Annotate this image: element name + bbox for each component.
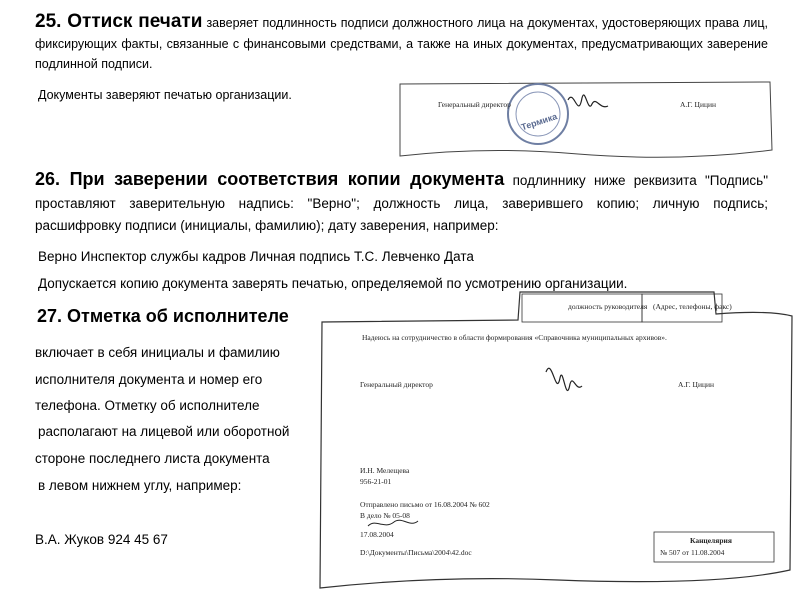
doc2-date: 17.08.2004 (360, 530, 394, 539)
doc2-table-cell: (Адрес, телефоны, факс) (653, 302, 732, 311)
section-27-example: В.А. Жуков 924 45 67 (35, 532, 168, 547)
stamp-text: Термика (519, 111, 559, 133)
section-26-text: подлиннику ниже реквизита "Подпись" проставляют заверительную надпись: "Верно"; должность лица, заверившего копию; личную подпись; расшифровку подписи (инициалы, фамилию); дату заверения, например: (35, 173, 769, 233)
doc2-executor: И.Н. Мелещева (360, 466, 410, 475)
section-25-heading: 25. Оттиск печати (35, 11, 203, 32)
section-27-line: стороне последнего листа документа (35, 451, 270, 466)
doc1-name: А.Г. Цицин (680, 100, 717, 109)
stamp-document-image (398, 80, 773, 160)
section-26-heading: 26. При заверении соответствия копии документа (35, 169, 505, 189)
doc2-body: Надеюсь на сотрудничество в области формирования «Справочника муниципальных архивов». (362, 333, 667, 342)
section-26-paragraph (35, 168, 768, 238)
doc2-office-number: № 507 от 11.08.2004 (660, 548, 725, 557)
section-27-line: исполнителя документа и номер его (35, 372, 263, 387)
section-27-heading: 27. Отметка об исполнителе (37, 306, 289, 326)
doc2-phone: 956-21-01 (360, 477, 392, 486)
section-27-line: в левом нижнем углу, например: (38, 478, 242, 493)
doc2-file: В дело № 05-08 (360, 511, 410, 520)
section-25-paragraph (35, 12, 768, 75)
doc2-position: Генеральный директор (360, 380, 433, 389)
section-25-text: заверяет подлинность подписи должностного лица на документах, удостоверяющих права лиц, фиксирующих факты, связанные с финансовыми средствами, а также на иных документах, предусматривающих заверение подлинной подписи. (35, 16, 768, 71)
section-27-line: телефона. Отметку об исполнителе (35, 398, 260, 413)
section-26-line3: Допускается копию документа заверять печатью, определяемой по усмотрению организации. (38, 276, 628, 291)
executor-document-image (318, 290, 796, 592)
section-27-line: располагают на лицевой или оборотной (38, 424, 290, 439)
section-26-example: Верно Инспектор службы кадров Личная подпись Т.С. Левченко Дата (38, 249, 474, 264)
doc2-sent: Отправлено письмо от 16.08.2004 № 602 (360, 500, 490, 509)
section-27-line: включает в себя инициалы и фамилию (35, 345, 280, 360)
doc2-path: D:\Документы\Письма\2004\42.doc (360, 548, 472, 557)
doc2-table-cell: должность руководителя (568, 302, 648, 311)
doc2-name: А.Г. Цицин (678, 380, 715, 389)
doc1-position: Генеральный директор (438, 100, 511, 109)
doc2-office-title: Канцелярия (690, 536, 732, 545)
section-25-line2: Документы заверяют печатью организации. (38, 88, 292, 102)
